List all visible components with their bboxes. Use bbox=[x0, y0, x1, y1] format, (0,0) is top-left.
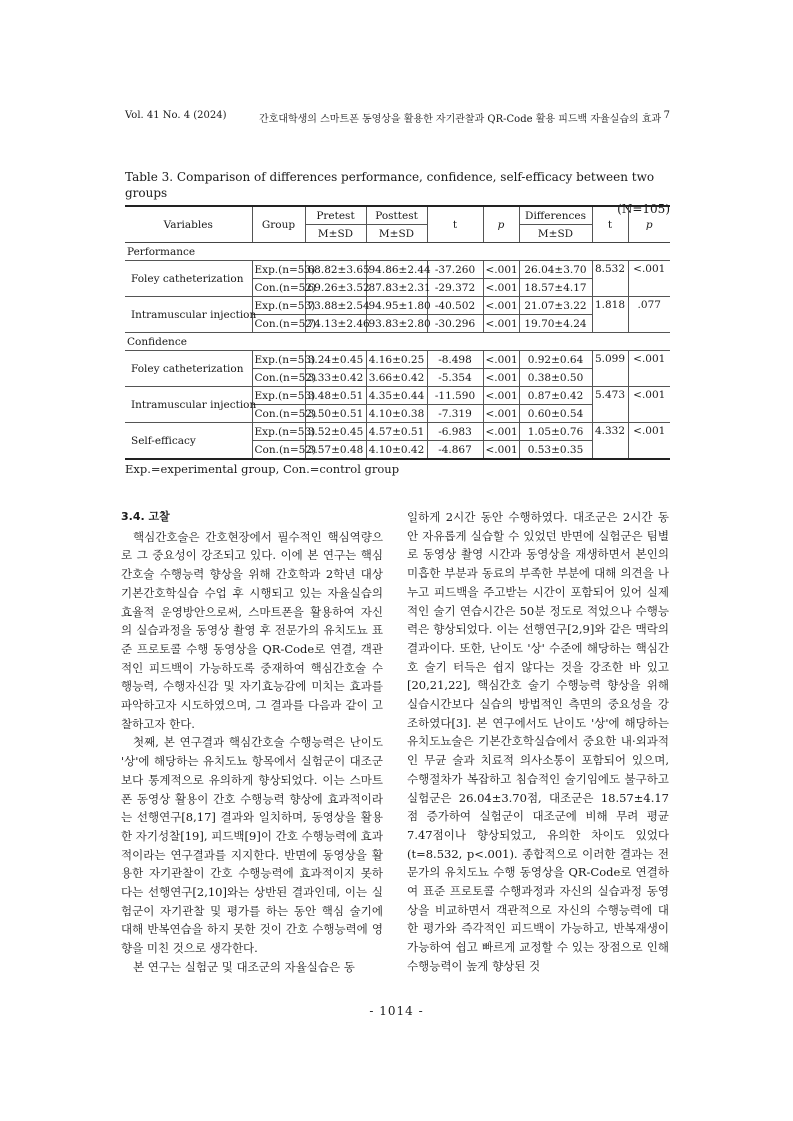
header-posttest: Posttest bbox=[366, 206, 427, 225]
row-post: 93.83±2.80 bbox=[366, 315, 427, 333]
row-diff: 18.57±4.17 bbox=[519, 279, 592, 297]
row-t: -11.590 bbox=[427, 387, 483, 405]
body-column-right bbox=[407, 508, 669, 976]
row-pre: 3.52±0.45 bbox=[305, 423, 366, 441]
row-group: Exp.(n=53) bbox=[252, 423, 305, 441]
row-p: <.001 bbox=[483, 405, 519, 423]
row-variable: Foley catheterization bbox=[125, 261, 252, 297]
row-p2: .077 bbox=[628, 297, 670, 333]
table-note: Exp.=experimental group, Con.=control group bbox=[125, 462, 400, 476]
row-diff: 0.87±0.42 bbox=[519, 387, 592, 405]
row-post: 94.86±2.44 bbox=[366, 261, 427, 279]
row-p: <.001 bbox=[483, 369, 519, 387]
row-p: <.001 bbox=[483, 261, 519, 279]
section-confidence: Confidence bbox=[125, 333, 670, 351]
row-diff: 0.53±0.35 bbox=[519, 441, 592, 460]
row-group: Exp.(n=53) bbox=[252, 387, 305, 405]
row-post: 4.10±0.38 bbox=[366, 405, 427, 423]
row-post: 4.16±0.25 bbox=[366, 351, 427, 369]
row-p2: <.001 bbox=[628, 423, 670, 460]
row-group: Exp.(n=53) bbox=[252, 351, 305, 369]
row-p2: <.001 bbox=[628, 351, 670, 387]
running-header bbox=[125, 110, 670, 124]
row-t: -30.296 bbox=[427, 315, 483, 333]
header-pretest: Pretest bbox=[305, 206, 366, 225]
row-group: Con.(n=52) bbox=[252, 369, 305, 387]
header-page-number: 7 bbox=[663, 110, 670, 121]
row-t2: 5.099 bbox=[592, 351, 628, 387]
row-pre: 68.82±3.65 bbox=[305, 261, 366, 279]
row-t: -4.867 bbox=[427, 441, 483, 460]
header-variables: Variables bbox=[125, 206, 252, 243]
row-diff: 26.04±3.70 bbox=[519, 261, 592, 279]
row-diff: 19.70±4.24 bbox=[519, 315, 592, 333]
row-group: Exp.(n=53) bbox=[252, 261, 305, 279]
header-group: Group bbox=[252, 206, 305, 243]
row-diff: 0.92±0.64 bbox=[519, 351, 592, 369]
row-p: <.001 bbox=[483, 423, 519, 441]
row-group: Con.(n=52) bbox=[252, 441, 305, 460]
header-p2: p bbox=[628, 206, 670, 243]
row-group: Con.(n=52) bbox=[252, 405, 305, 423]
row-t2: 4.332 bbox=[592, 423, 628, 460]
row-variable: Intramuscular injection bbox=[125, 387, 252, 423]
page-number: - 1014 - bbox=[369, 1004, 424, 1018]
row-p: <.001 bbox=[483, 441, 519, 460]
row-pre: 3.48±0.51 bbox=[305, 387, 366, 405]
row-p: <.001 bbox=[483, 387, 519, 405]
row-diff: 0.60±0.54 bbox=[519, 405, 592, 423]
row-pre: 74.13±2.46 bbox=[305, 315, 366, 333]
header-msd-diff: M±SD bbox=[519, 225, 592, 243]
row-p: <.001 bbox=[483, 315, 519, 333]
sample-size: (N=105) bbox=[617, 202, 670, 216]
results-table bbox=[125, 205, 670, 460]
table-caption: Table 3. Comparison of differences performance, confidence, self-efficacy between two groups bbox=[125, 170, 655, 200]
row-t: -6.983 bbox=[427, 423, 483, 441]
row-pre: 3.24±0.45 bbox=[305, 351, 366, 369]
paragraph: 일하게 2시간 동안 수행하였다. 대조군은 2시간 동안 자유롭게 실습할 수 있었던 반면에 실험군은 팀별로 동영상 촬영 시간과 동영상을 재생하면서 본인의 미흡한 부분과 동료의 부족한 부분에 대해 의견을 나누고 피드백을 주고받는 시간이 포함되어 있어 실제적인 술기 연습시간은 50분 정도로 적었으나 수행능력은 향상되었다. 이는 선행연구[2,9]와 같은 맥락의 결과이다. 또한, 난이도 '상' 수준에 해당하는 핵심간호 술기 터득은 쉽지 않다는 것을 강조한 바 있고[20,21,22], 핵심간호 술기 수행능력 향상을 위해 실습시간보다 실습의 방법적인 측면의 중요성을 강조하였다[3]. 본 연구에서도 난이도 '상'에 해당하는 유치도뇨술은 기본간호학실습에서 중요한 내·외과적인 무균 술과 치료적 의사소통이 포함되어 있으며, 수행절차가 복잡하고 침습적인 술기임에도 불구하고 실험군은 26.04±3.70점, 대조군은 18.57±4.17점 증가하여 실험군이 대조군에 비해 무려 평균 7.47점이나 향상되었고, 유의한 차이도 있었다(t=8.532, p<.001). 종합적으로 이러한 결과는 전문가의 유치도뇨 수행 동영상을 QR-Code로 연결하여 표준 프로토콜 수행과정과 자신의 실습과정 동영상을 비교하면서 객관적으로 자신의 수행능력에 대한 평가와 즉각적인 피드백이 가능하고, 반복재생이 가능하여 쉽고 빠르게 교정할 수 있는 장점으로 인해 수행능력이 높게 향상된 것 bbox=[407, 510, 669, 973]
header-p: p bbox=[483, 206, 519, 243]
section-heading: 3.4. 고찰 bbox=[121, 510, 170, 523]
row-post: 4.35±0.44 bbox=[366, 387, 427, 405]
row-p2: <.001 bbox=[628, 261, 670, 297]
row-variable: Foley catheterization bbox=[125, 351, 252, 387]
row-t: -5.354 bbox=[427, 369, 483, 387]
row-t2: 5.473 bbox=[592, 387, 628, 423]
row-p: <.001 bbox=[483, 351, 519, 369]
row-p2: <.001 bbox=[628, 387, 670, 423]
journal-volume: Vol. 41 No. 4 (2024) bbox=[125, 110, 227, 121]
row-t: -7.319 bbox=[427, 405, 483, 423]
row-t2: 8.532 bbox=[592, 261, 628, 297]
body-column-left bbox=[121, 508, 383, 977]
row-pre: 69.26±3.52 bbox=[305, 279, 366, 297]
row-group: Con.(n=52) bbox=[252, 315, 305, 333]
row-group: Exp.(n=53) bbox=[252, 297, 305, 315]
header-t: t bbox=[427, 206, 483, 243]
row-t: -37.260 bbox=[427, 261, 483, 279]
running-title: 간호대학생의 스마트폰 동영상을 활용한 자기관찰과 QR-Code 활용 피드백 자율실습의 효과 bbox=[259, 114, 662, 125]
row-pre: 3.57±0.48 bbox=[305, 441, 366, 460]
row-pre: 3.50±0.51 bbox=[305, 405, 366, 423]
header-t2: t bbox=[592, 206, 628, 243]
row-post: 94.95±1.80 bbox=[366, 297, 427, 315]
row-group: Con.(n=52) bbox=[252, 279, 305, 297]
row-variable: Self-efficacy bbox=[125, 423, 252, 460]
header-msd-pre: M±SD bbox=[305, 225, 366, 243]
row-post: 87.83±2.31 bbox=[366, 279, 427, 297]
row-pre: 73.88±2.54 bbox=[305, 297, 366, 315]
paragraph: 본 연구는 실험군 및 대조군의 자율실습은 동 bbox=[133, 959, 355, 974]
row-p: <.001 bbox=[483, 297, 519, 315]
row-diff: 21.07±3.22 bbox=[519, 297, 592, 315]
row-post: 4.10±0.42 bbox=[366, 441, 427, 460]
row-t: -29.372 bbox=[427, 279, 483, 297]
row-post: 3.66±0.42 bbox=[366, 369, 427, 387]
row-post: 4.57±0.51 bbox=[366, 423, 427, 441]
section-performance: Performance bbox=[127, 245, 196, 258]
row-variable: Intramuscular injection bbox=[125, 297, 252, 333]
row-t: -8.498 bbox=[427, 351, 483, 369]
paragraph: 핵심간호술은 간호현장에서 필수적인 핵심역량으로 그 중요성이 강조되고 있다. 이에 본 연구는 핵심간호술 수행능력 향상을 위해 간호학과 2학년 대상 기본간호학실습 수업 후 시행되고 있는 자율실습의 효율적 운영방안으로써, 스마트폰을 활용하여 자신의 실습과정을 동영상 촬영 후 전문가의 유치도뇨 표준 프로토콜 수행 동영상을 QR-Code로 연결, 객관적인 피드백이 가능하도록 중재하여 핵심간호술 수행능력, 수행자신감 및 자기효능감에 미치는 효과를 파악하고자 시도하였으며, 그 결과를 다음과 같이 고찰하고자 한다. bbox=[121, 529, 383, 731]
row-pre: 3.33±0.42 bbox=[305, 369, 366, 387]
header-differences: Differences bbox=[519, 206, 592, 225]
row-t2: 1.818 bbox=[592, 297, 628, 333]
header-msd-post: M±SD bbox=[366, 225, 427, 243]
row-diff: 1.05±0.76 bbox=[519, 423, 592, 441]
paragraph: 첫째, 본 연구결과 핵심간호술 수행능력은 난이도 '상'에 해당하는 유치도뇨 항목에서 실험군이 대조군보다 통계적으로 유의하게 향상되었다. 이는 스마트폰 동영상 활용이 간호 수행능력 향상에 효과적이라는 선행연구[8,17] 결과와 일치하며, 동영상을 활용한 자기성찰[19], 피드백[9]이 간호 수행능력에 효과적이라는 연구결과를 지지한다. 반면에 동영상을 활용한 자기관찰이 간호 수행능력에 효과적이지 못하다는 선행연구[2,10]와는 상반된 결과인데, 이는 실험군이 자기관찰 및 평가를 하는 동안 핵심 술기에 대해 반복연습을 하지 못한 것이 간호 수행능력에 영향을 미친 것으로 생각한다. bbox=[121, 735, 383, 956]
row-p: <.001 bbox=[483, 279, 519, 297]
row-t: -40.502 bbox=[427, 297, 483, 315]
row-diff: 0.38±0.50 bbox=[519, 369, 592, 387]
